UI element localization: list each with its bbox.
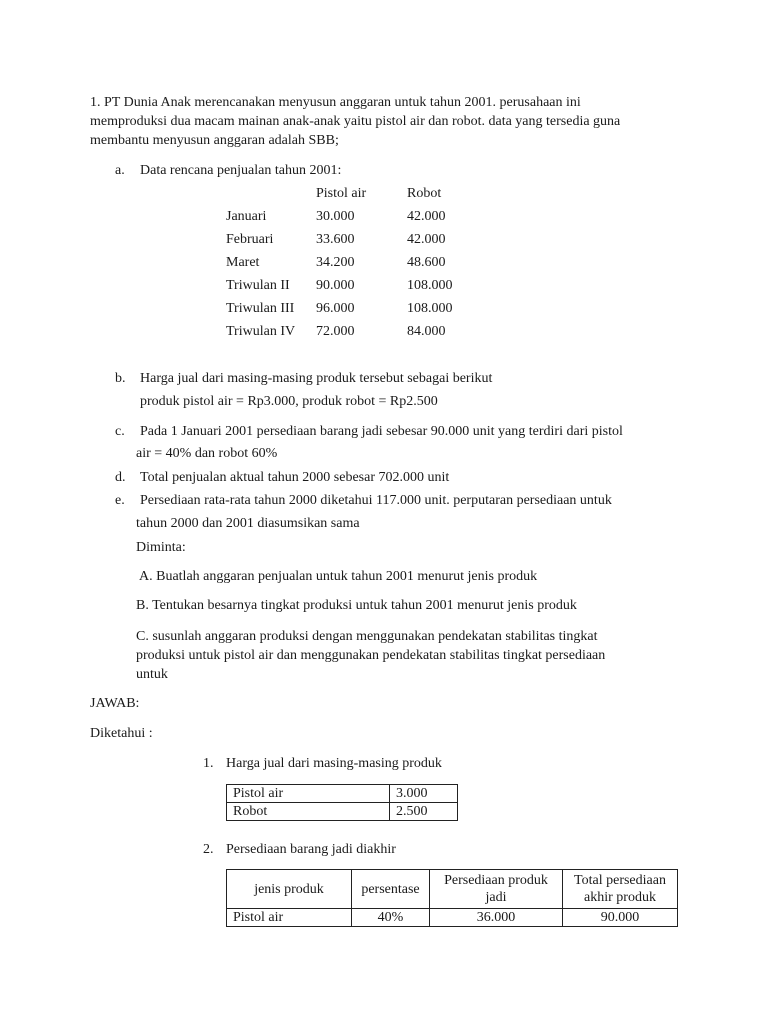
- table-row: [227, 803, 458, 821]
- sales-row-robot: 42.000: [407, 232, 446, 247]
- sales-col-header-robot: Robot: [407, 186, 442, 201]
- point-2-number: 2.: [203, 842, 214, 857]
- sales-row-pistol: 96.000: [316, 301, 355, 316]
- question-line-2: memproduksi dua macam mainan anak-anak yaitu pistol air dan robot. data yang tersedia guna: [90, 114, 621, 129]
- question-line-3: membantu menyusun anggaran adalah SBB;: [90, 133, 339, 148]
- table-row: [227, 909, 678, 927]
- point-2-title: Persediaan barang jadi diakhir: [226, 842, 396, 857]
- sales-row-period: Triwulan II: [226, 278, 290, 293]
- sales-row-pistol: 90.000: [316, 278, 355, 293]
- sales-row-pistol: 30.000: [316, 209, 355, 224]
- sales-row-pistol: 72.000: [316, 324, 355, 339]
- question-line-1: 1. PT Dunia Anak merencanakan menyusun anggaran untuk tahun 2001. perusahaan ini: [90, 95, 581, 110]
- cell-total: 90.000: [563, 909, 678, 927]
- point-1-number: 1.: [203, 756, 214, 771]
- sales-row-robot: 48.600: [407, 255, 446, 270]
- diminta-c-line-3: untuk: [136, 667, 168, 682]
- diketahui-heading: Diketahui :: [90, 726, 153, 741]
- header-total-line-1: Total persediaan: [574, 873, 666, 888]
- item-c-line-1: Pada 1 Januari 2001 persediaan barang jadi sebesar 90.000 unit yang terdiri dari pistol: [140, 424, 623, 439]
- item-a-letter: a.: [115, 163, 125, 178]
- point-1-title: Harga jual dari masing-masing produk: [226, 756, 442, 771]
- table-header-row: [227, 870, 678, 909]
- header-jenis-produk: jenis produk: [227, 870, 352, 909]
- item-a-text: Data rencana penjualan tahun 2001:: [140, 163, 342, 178]
- diminta-c-line-2: produksi untuk pistol air dan menggunakan pendekatan stabilitas tingkat persediaan: [136, 648, 606, 663]
- diminta-label: Diminta:: [136, 540, 186, 555]
- price-product: Robot: [227, 803, 390, 821]
- item-b-line-1: Harga jual dari masing-masing produk tersebut sebagai berikut: [140, 371, 493, 386]
- cell-persediaan: 36.000: [430, 909, 563, 927]
- item-b-letter: b.: [115, 371, 126, 386]
- item-e-line-1: Persediaan rata-rata tahun 2000 diketahui 117.000 unit. perputaran persediaan untuk: [140, 493, 612, 508]
- cell-persentase: 40%: [352, 909, 430, 927]
- item-e-letter: e.: [115, 493, 125, 508]
- sales-row-period: Triwulan IV: [226, 324, 296, 339]
- header-persentase: persentase: [352, 870, 430, 909]
- price-table: [226, 784, 458, 821]
- diminta-b: B. Tentukan besarnya tingkat produksi untuk tahun 2001 menurut jenis produk: [136, 598, 577, 613]
- item-d-text: Total penjualan aktual tahun 2000 sebesar 702.000 unit: [140, 470, 450, 485]
- header-persediaan-produk: [430, 870, 563, 909]
- jawab-heading: JAWAB:: [90, 696, 140, 711]
- price-value: 3.000: [390, 785, 458, 803]
- sales-row-robot: 108.000: [407, 301, 453, 316]
- item-c-line-2: air = 40% dan robot 60%: [136, 446, 278, 461]
- header-persediaan-line-1: Persediaan produk: [444, 873, 548, 888]
- diminta-c-line-1: C. susunlah anggaran produksi dengan menggunakan pendekatan stabilitas tingkat: [136, 629, 598, 644]
- table-row: [227, 785, 458, 803]
- sales-row-period: Februari: [226, 232, 274, 247]
- item-e-line-2: tahun 2000 dan 2001 diasumsikan sama: [136, 516, 360, 531]
- header-persediaan-line-2: jadi: [485, 890, 507, 905]
- sales-row-robot: 84.000: [407, 324, 446, 339]
- diminta-a: A. Buatlah anggaran penjualan untuk tahun 2001 menurut jenis produk: [139, 569, 538, 584]
- item-c-letter: c.: [115, 424, 125, 439]
- sales-row-period: Triwulan III: [226, 301, 295, 316]
- price-product: Pistol air: [227, 785, 390, 803]
- sales-row-pistol: 34.200: [316, 255, 355, 270]
- ending-inventory-table: [226, 869, 678, 927]
- price-value: 2.500: [390, 803, 458, 821]
- sales-col-header-pistol: Pistol air: [316, 186, 367, 201]
- sales-row-robot: 108.000: [407, 278, 453, 293]
- sales-row-pistol: 33.600: [316, 232, 355, 247]
- sales-row-robot: 42.000: [407, 209, 446, 224]
- sales-row-period: Januari: [226, 209, 267, 224]
- item-d-letter: d.: [115, 470, 126, 485]
- item-b-line-2: produk pistol air = Rp3.000, produk robot = Rp2.500: [140, 394, 438, 409]
- header-total-line-2: akhir produk: [584, 890, 656, 905]
- sales-row-period: Maret: [226, 255, 260, 270]
- header-total-persediaan: [563, 870, 678, 909]
- cell-jenis: Pistol air: [227, 909, 352, 927]
